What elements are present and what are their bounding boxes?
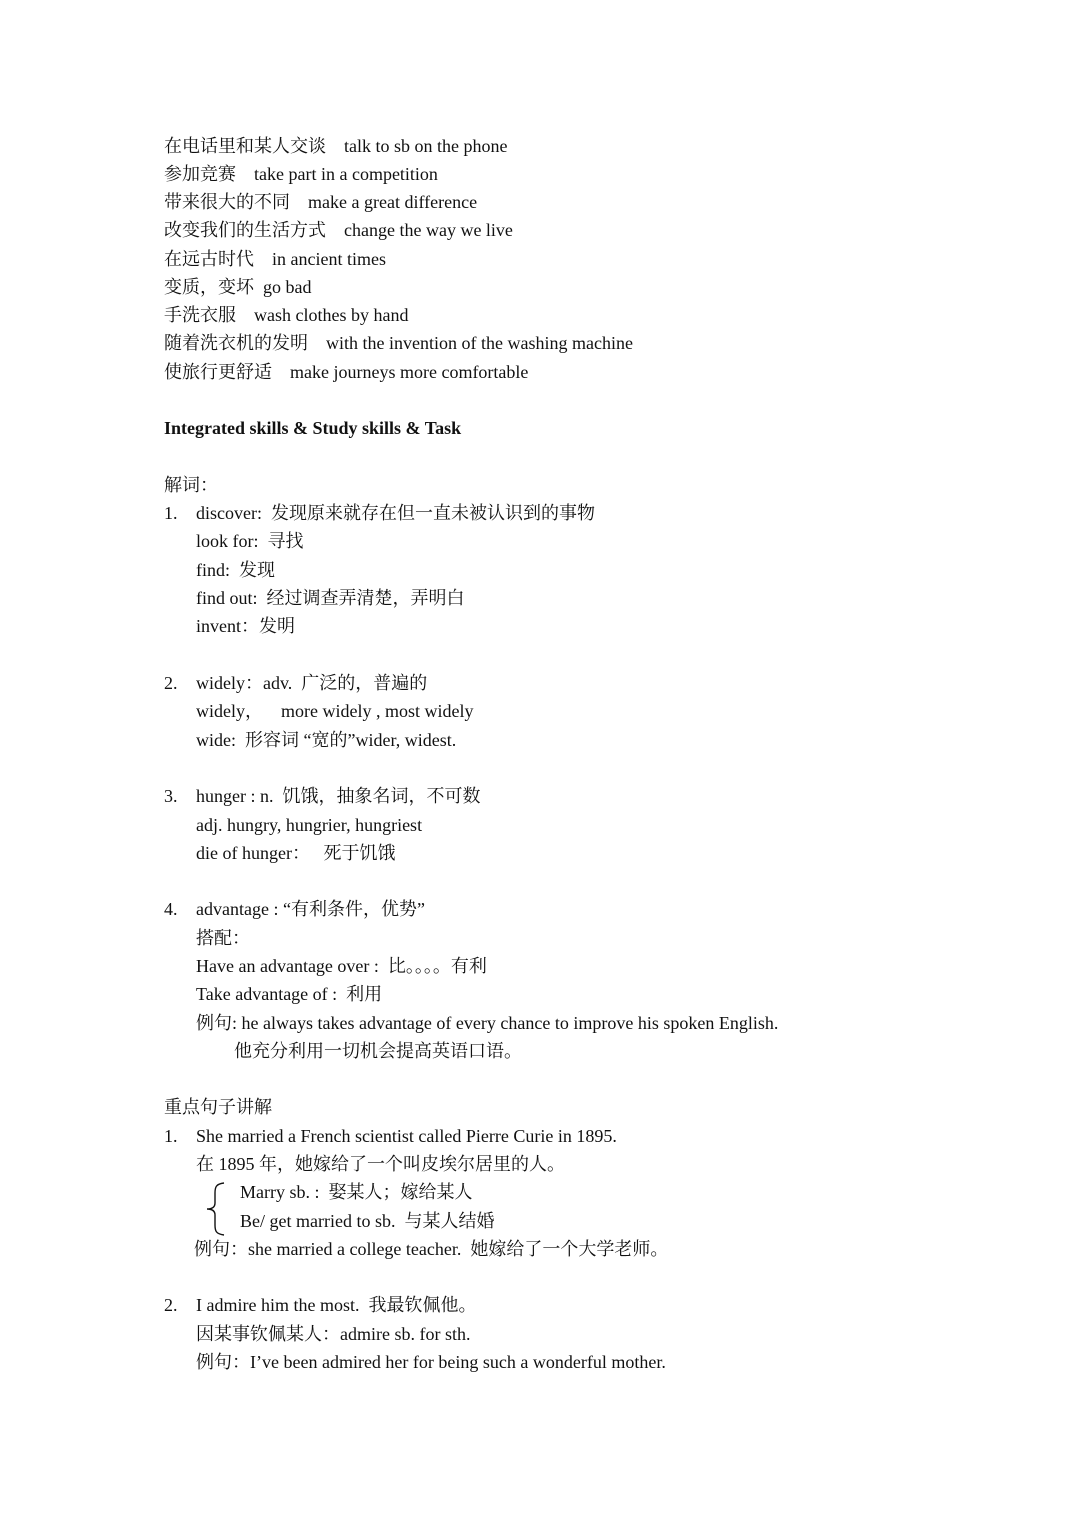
vocab-line: 搭配： — [196, 928, 250, 948]
phrase-line: 带来很大的不同 make a great difference — [164, 192, 478, 212]
section-title: Integrated skills & Study skills & Task — [164, 418, 462, 438]
vocab-example: 例句: he always takes advantage of every chance to improve his spoken English. — [196, 1013, 779, 1033]
vocab-line: find: 发现 — [196, 560, 275, 580]
list-number: 4. — [164, 899, 178, 919]
phrase-line: 变质，变坏 go bad — [164, 277, 312, 297]
vocab-line: widely， more widely , most widely — [196, 701, 474, 721]
vocab-line: wide: 形容词 “宽的”wider, widest. — [196, 730, 457, 750]
phrase-line: 使旅行更舒适 make journeys more comfortable — [164, 362, 529, 382]
list-number: 3. — [164, 786, 178, 806]
vocab-line: adj. hungry, hungrier, hungriest — [196, 815, 423, 835]
sentence-example: 例句：she married a college teacher. 她嫁给了一个大学老师。 — [194, 1239, 669, 1259]
list-number: 2. — [164, 1295, 178, 1315]
phrase-line: 随着洗衣机的发明 with the invention of the washing machine — [164, 333, 633, 353]
vocab-example-translation: 他充分利用一切机会提高英语口语。 — [234, 1041, 522, 1061]
vocab-line: die of hunger： 死于饥饿 — [196, 843, 396, 863]
list-number: 2. — [164, 673, 178, 693]
phrase-line: 在远古时代 in ancient times — [164, 249, 386, 269]
vocab-line: advantage : “有利条件，优势” — [196, 899, 425, 919]
vocab-line: hunger : n. 饥饿，抽象名词，不可数 — [196, 786, 481, 806]
sentence-text: I admire him the most. 我最钦佩他。 — [196, 1295, 477, 1315]
curly-brace-icon — [204, 1181, 228, 1237]
vocab-line: widely：adv. 广泛的，普遍的 — [196, 673, 428, 693]
vocab-line: find out: 经过调查弄清楚，弄明白 — [196, 588, 465, 608]
vocab-line: Take advantage of : 利用 — [196, 984, 383, 1004]
sentence-text: She married a French scientist called Pierre Curie in 1895. — [196, 1126, 617, 1146]
list-number: 1. — [164, 503, 178, 523]
sentence-example: 例句：I’ve been admired her for being such a wonderful mother. — [196, 1352, 666, 1372]
phrase-line: 在电话里和某人交谈 talk to sb on the phone — [164, 136, 508, 156]
vocab-line: discover: 发现原来就存在但一直未被认识到的事物 — [196, 503, 595, 523]
list-number: 1. — [164, 1126, 178, 1146]
vocab-heading: 解词： — [164, 475, 218, 495]
vocab-line: Have an advantage over : 比。。。。有利 — [196, 956, 487, 976]
brace-item: Be/ get married to sb. 与某人结婚 — [240, 1211, 495, 1231]
phrase-line: 参加竞赛 take part in a competition — [164, 164, 438, 184]
phrase-line: 改变我们的生活方式 change the way we live — [164, 220, 513, 240]
phrase-line: 手洗衣服 wash clothes by hand — [164, 305, 409, 325]
sentence-line: 因某事钦佩某人：admire sb. for sth. — [196, 1324, 471, 1344]
sentence-translation: 在 1895 年，她嫁给了一个叫皮埃尔居里的人。 — [196, 1154, 565, 1174]
vocab-line: look for: 寻找 — [196, 531, 304, 551]
vocab-line: invent：发明 — [196, 616, 295, 636]
sentences-heading: 重点句子讲解 — [164, 1097, 272, 1117]
brace-item: Marry sb. : 娶某人；嫁给某人 — [240, 1182, 473, 1202]
